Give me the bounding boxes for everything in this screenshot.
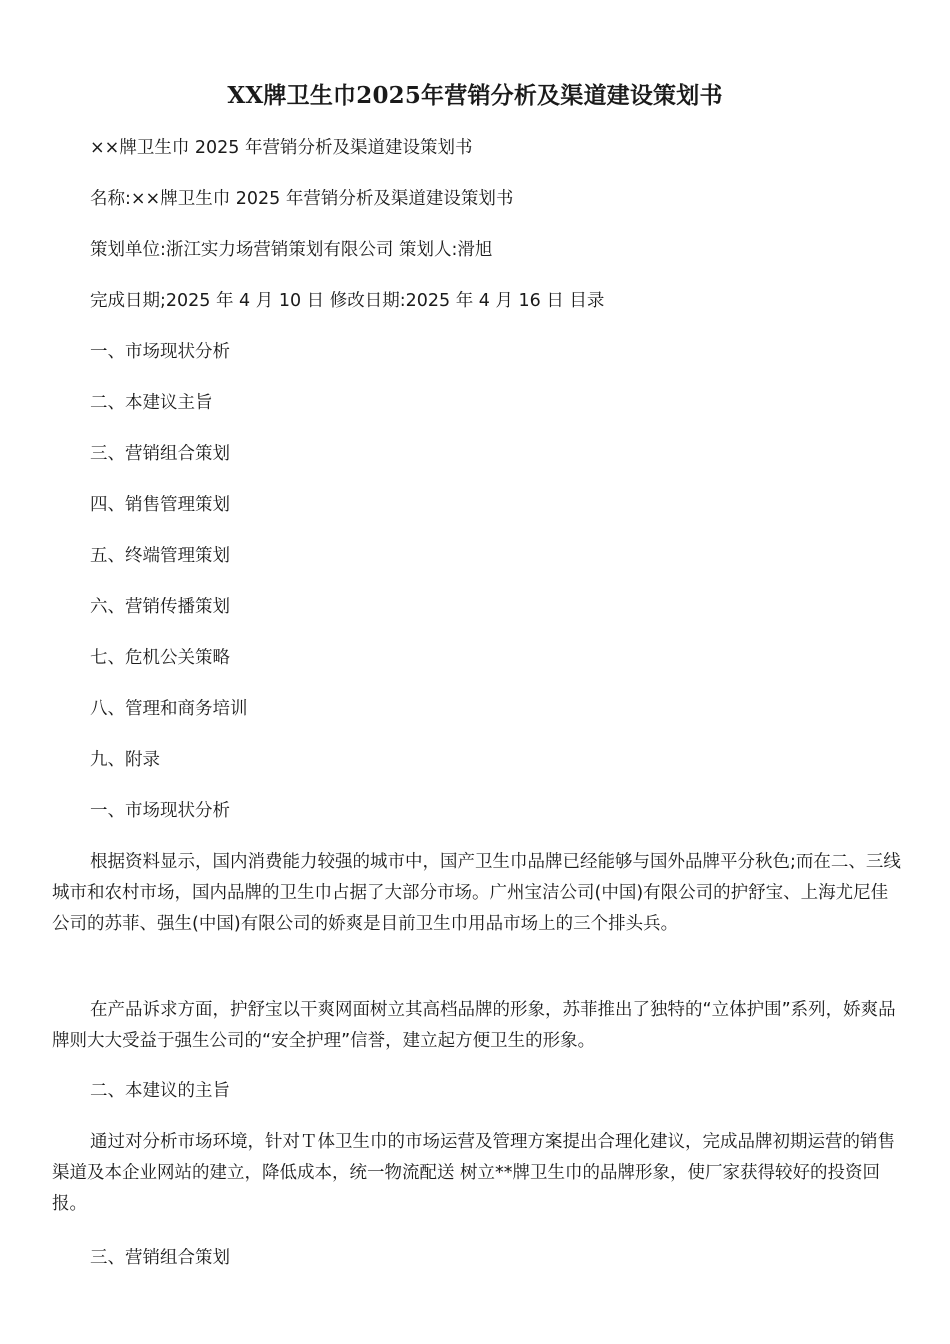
body-paragraph: 根据资料显示，国内消费能力较强的城市中，国产卫生巾品牌已经能够与国外品牌平分秋色;而在二、三线城市和农村市场，国内品牌的卫生巾占据了大部分市场。广州宝洁公司(中国)有限公司的护舒宝、上海尤尼佳公司的苏菲、强生(中国)有限公司的娇爽是目前卫生巾用品市场上的三个排头兵。: [52, 852, 901, 934]
document-title: XX牌卫生巾2025年营销分析及渠道建设策划书: [227, 82, 723, 109]
body-paragraph: 在产品诉求方面，护舒宝以干爽网面树立其高档品牌的形象，苏菲推出了独特的“立体护围”系列，娇爽品牌则大大受益于强生公司的“安全护理”信誉，建立起方便卫生的形象。: [52, 1000, 896, 1051]
toc-item: 四、销售管理策划: [90, 495, 230, 515]
subtitle-line: ××牌卫生巾 2025 年营销分析及渠道建设策划书: [90, 138, 473, 158]
toc-item: 二、本建议主旨: [90, 393, 213, 413]
planner-line: 策划单位:浙江实力场营销策划有限公司 策划人:滑旭: [90, 240, 493, 260]
section-heading: 二、本建议的主旨: [90, 1081, 230, 1101]
body-paragraph: 通过对分析市场环境，针对Ｔ体卫生巾的市场运营及管理方案提出合理化建议，完成品牌初期运营的销售渠道及本企业网站的建立，降低成本，统一物流配送 树立**牌卫生巾的品牌形象，使厂家获得较好的投资回报。: [52, 1132, 895, 1214]
toc-item: 八、管理和商务培训: [90, 699, 248, 719]
toc-item: 六、营销传播策划: [90, 597, 230, 617]
toc-item: 七、危机公关策略: [90, 648, 230, 668]
section-heading: 三、营销组合策划: [90, 1248, 230, 1268]
date-line: 完成日期;2025 年 4 月 10 日 修改日期:2025 年 4 月 16 日 目录: [90, 291, 605, 311]
section-heading: 一、市场现状分析: [90, 801, 230, 821]
toc-item: 五、终端管理策划: [90, 546, 230, 566]
name-line: 名称:××牌卫生巾 2025 年营销分析及渠道建设策划书: [90, 189, 514, 209]
toc-item: 一、市场现状分析: [90, 342, 230, 362]
toc-item: 三、营销组合策划: [90, 444, 230, 464]
toc-item: 九、附录: [90, 750, 160, 770]
